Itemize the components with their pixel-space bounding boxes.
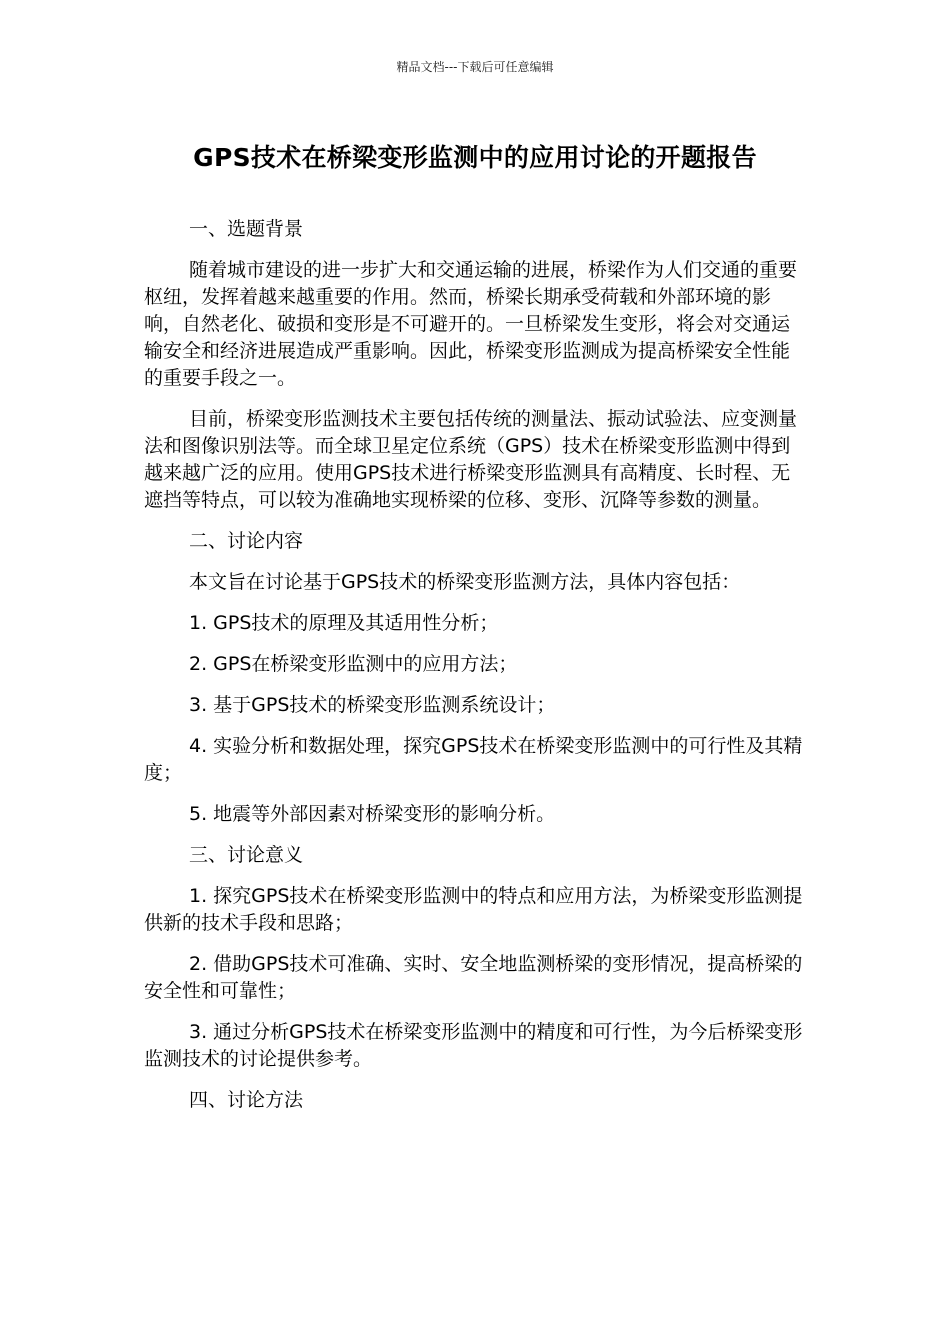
paragraph-background-2: 目前，桥梁变形监测技术主要包括传统的测量法、振动试验法、应变测量法和图像识别法等。而全球卫星定位系统（GPS）技术在桥梁变形监测中得到越来越广泛的应用。使用GPS技术进行桥梁变形监测具有高精度、长时程、无遮挡等特点，可以较为准确地实现桥梁的位移、变形、沉降等参数的测量。: [144, 408, 798, 511]
paragraph-background-1: 随着城市建设的进一步扩大和交通运输的进展，桥梁作为人们交通的重要枢纽，发挥着越来越重要的作用。然而，桥梁长期承受荷载和外部环境的影响，自然老化、破损和变形是不可避开的。一旦桥梁发生变形，将会对交通运输安全和经济进展造成严重影响。因此，桥梁变形监测成为提高桥梁安全性能的重要手段之一。: [144, 259, 798, 389]
list-item-significance-3: 3. 通过分析GPS技术在桥梁变形监测中的精度和可行性，为今后桥梁变形监测技术的讨论提供参考。: [144, 1021, 803, 1070]
section-heading-methods: 四、讨论方法: [189, 1089, 304, 1111]
section-heading-background: 一、选题背景: [189, 218, 304, 240]
list-item-significance-2: 2. 借助GPS技术可准确、实时、安全地监测桥梁的变形情况，提高桥梁的安全性和可靠性；: [144, 953, 803, 1002]
list-item-content-1: 1. GPS技术的原理及其适用性分析；: [189, 612, 499, 634]
header-note: 精品文档---下载后可任意编辑: [396, 60, 554, 74]
paragraph-content-intro: 本文旨在讨论基于GPS技术的桥梁变形监测方法，具体内容包括：: [189, 571, 741, 593]
list-item-content-2: 2. GPS在桥梁变形监测中的应用方法；: [189, 653, 518, 675]
section-heading-significance: 三、讨论意义: [189, 844, 304, 866]
list-item-content-3: 3. 基于GPS技术的桥梁变形监测系统设计；: [189, 694, 556, 716]
list-item-significance-1: 1. 探究GPS技术在桥梁变形监测中的特点和应用方法，为桥梁变形监测提供新的技术手段和思路；: [144, 885, 803, 934]
list-item-content-4: 4. 实验分析和数据处理，探究GPS技术在桥梁变形监测中的可行性及其精度；: [144, 735, 803, 784]
list-item-content-5: 5. 地震等外部因素对桥梁变形的影响分析。: [189, 803, 556, 825]
document-title: GPS技术在桥梁变形监测中的应用讨论的开题报告: [193, 143, 757, 172]
section-heading-content: 二、讨论内容: [189, 530, 304, 552]
document-body: [144, 216, 806, 1128]
